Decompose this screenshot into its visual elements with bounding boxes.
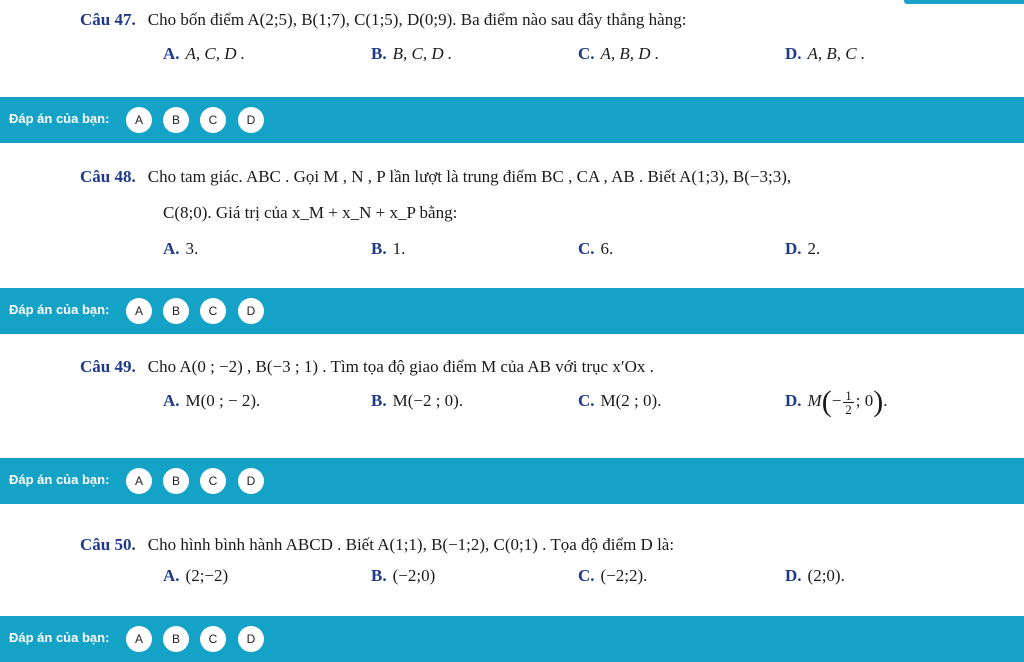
- answer-button-d[interactable]: D: [238, 468, 264, 494]
- answer-button-c[interactable]: C: [200, 626, 226, 652]
- answer-button-a[interactable]: A: [126, 468, 152, 494]
- option-b: B. (−2;0): [371, 566, 436, 585]
- option-b: B. B, C, D .: [371, 44, 453, 63]
- options-row: [0, 385, 1024, 419]
- option-c: C. M(2 ; 0).: [578, 391, 662, 410]
- left-paren: (: [821, 385, 832, 419]
- option-c: C. A, B, D .: [578, 44, 660, 63]
- answer-label: Đáp án của bạn:: [9, 302, 110, 317]
- question-text: [80, 355, 654, 379]
- option-a: A. A, C, D .: [163, 44, 246, 63]
- answer-button-c[interactable]: C: [200, 468, 226, 494]
- answer-bar-47: [0, 97, 1024, 143]
- question-text-continued: C(8;0). Giá trị của x_M + x_N + x_P bằng:: [163, 203, 458, 222]
- answer-button-d[interactable]: D: [238, 107, 264, 133]
- answer-bar-50: [0, 616, 1024, 662]
- question-number: Câu 49.: [80, 357, 136, 376]
- option-d: D. A, B, C .: [785, 44, 866, 63]
- answer-button-a[interactable]: A: [126, 298, 152, 324]
- option-a: A. 3.: [163, 239, 199, 258]
- question-number: Câu 47.: [80, 10, 136, 29]
- answer-button-c[interactable]: C: [200, 107, 226, 133]
- option-a: A. (2;−2): [163, 566, 229, 585]
- answer-button-d[interactable]: D: [238, 626, 264, 652]
- question-stem: Cho A(0 ; −2) , B(−3 ; 1) . Tìm tọa độ giao điểm M của AB với trục x′Ox .: [147, 357, 654, 376]
- options-row: [0, 236, 1024, 262]
- question-number: Câu 50.: [80, 535, 136, 554]
- question-text: [80, 533, 674, 557]
- option-a: A. M(0 ; − 2).: [163, 391, 261, 410]
- top-accent-bar: [904, 0, 1024, 4]
- option-d: D. M(− $\frac{1}{2}$ ; 0).: [785, 385, 888, 419]
- question-text: [80, 8, 686, 32]
- answer-button-d[interactable]: D: [238, 298, 264, 324]
- answer-button-a[interactable]: A: [126, 626, 152, 652]
- answer-bar-48: [0, 288, 1024, 334]
- options-row: [0, 563, 1024, 589]
- option-d: D. (2;0).: [785, 566, 845, 585]
- answer-label: Đáp án của bạn:: [9, 472, 110, 487]
- right-paren: ): [873, 385, 884, 419]
- question-stem: Cho tam giác. ABC . Gọi M , N , P lần lượt là trung điểm BC , CA , AB . Biết A(1;3), B(−3;3),: [147, 167, 792, 186]
- option-b: B. 1.: [371, 239, 406, 258]
- option-c: C. (−2;2).: [578, 566, 648, 585]
- answer-label: Đáp án của bạn:: [9, 111, 110, 126]
- answer-label: Đáp án của bạn:: [9, 630, 110, 645]
- answer-button-b[interactable]: B: [163, 298, 189, 324]
- answer-bar-49: [0, 458, 1024, 504]
- answer-button-b[interactable]: B: [163, 468, 189, 494]
- options-row: [0, 41, 1024, 67]
- question-number: Câu 48.: [80, 167, 136, 186]
- answer-button-a[interactable]: A: [126, 107, 152, 133]
- option-c: C. 6.: [578, 239, 614, 258]
- question-stem: Cho hình bình hành ABCD . Biết A(1;1), B(−1;2), C(0;1) . Tọa độ điểm D là:: [147, 535, 675, 554]
- fraction: $\frac{1}{2}$: [845, 387, 852, 417]
- option-b: B. M(−2 ; 0).: [371, 391, 464, 410]
- answer-button-b[interactable]: B: [163, 626, 189, 652]
- answer-button-c[interactable]: C: [200, 298, 226, 324]
- option-d: D. 2.: [785, 239, 821, 258]
- question-text: [80, 165, 791, 189]
- answer-button-b[interactable]: B: [163, 107, 189, 133]
- question-stem: Cho bốn điểm A(2;5), B(1;7), C(1;5), D(0;9). Ba điểm nào sau đây thẳng hàng:: [147, 10, 687, 29]
